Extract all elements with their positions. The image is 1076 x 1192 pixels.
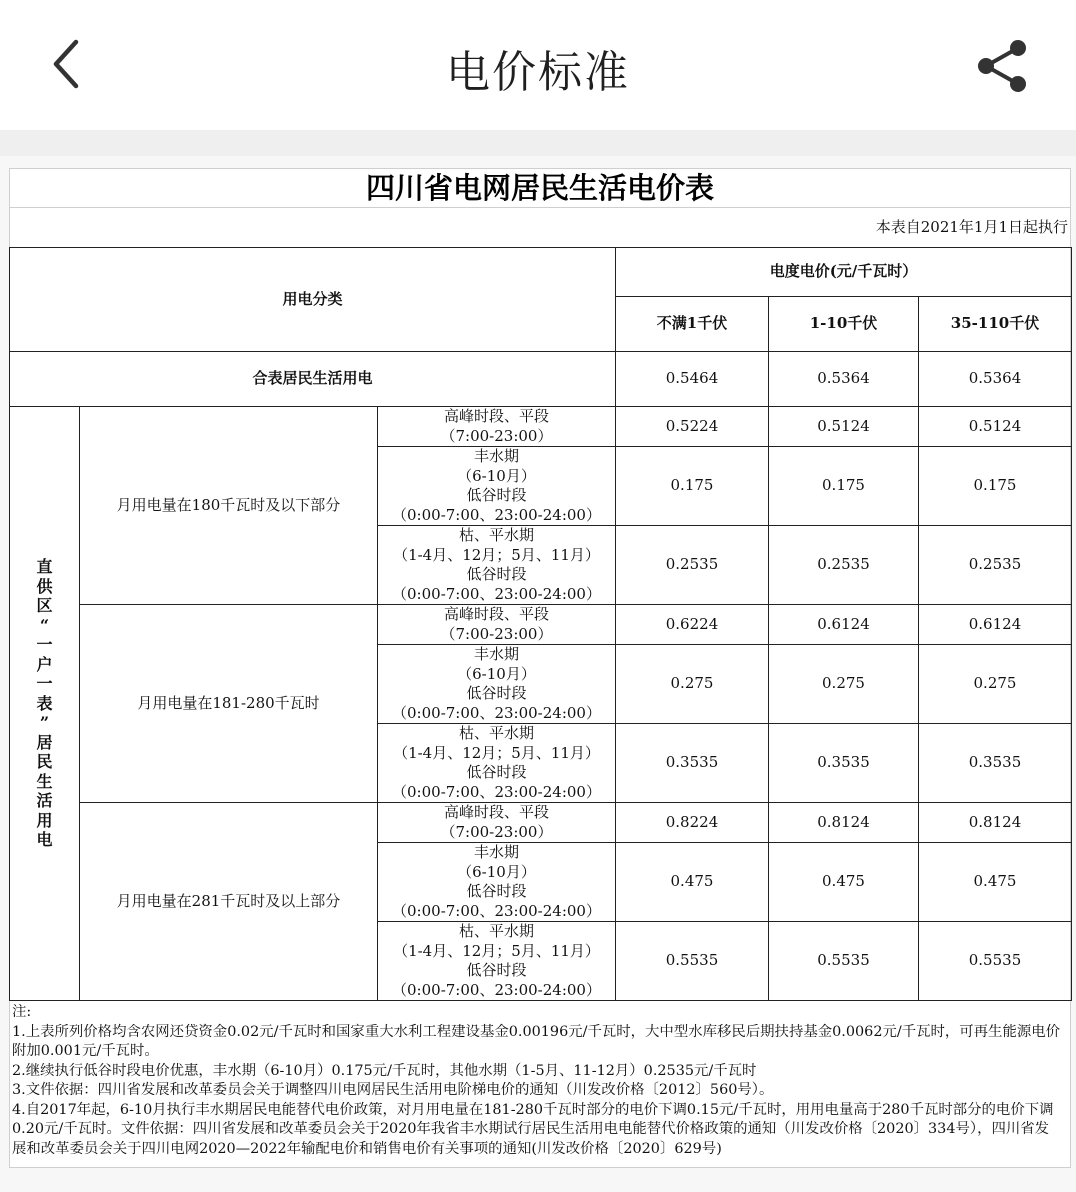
period-line: 低谷时段 — [466, 486, 527, 504]
price-cell: 0.5364 — [919, 352, 1072, 407]
period-line: （6-10月） — [457, 862, 536, 881]
direct-supply-char: 民 — [36, 752, 53, 772]
period-line: 枯、平水期 — [458, 526, 534, 544]
price-cell: 0.5535 — [616, 922, 769, 1001]
period-cell — [378, 645, 616, 724]
price-cell: 0.5535 — [919, 922, 1072, 1001]
period-line: 高峰时段、平段 — [443, 407, 549, 425]
page-title: 电价标准 — [446, 47, 630, 98]
price-cell: 0.8124 — [919, 803, 1072, 843]
tier-label: 月用电量在181-280千瓦时 — [80, 605, 378, 803]
direct-supply-label — [10, 407, 80, 1001]
direct-supply-char: 表 — [36, 693, 53, 713]
header-divider — [0, 130, 1076, 156]
price-cell: 0.6124 — [919, 605, 1072, 645]
price-cell: 0.5464 — [616, 352, 769, 407]
period-line: （7:00-23:00） — [440, 624, 553, 643]
note-line: 4.自2017年起，6-10月执行丰水期居民电能替代电价政策，对月用电量在181-280千瓦时部分的电价下调0.15元/千瓦时，用用电量高于280千瓦时部分的电价下调0.20元/千瓦时。文件依据：四川省发展和改革委员会关于2020年我省丰水期试行居民生活用电电能替代价格政策的通知（川发改价格〔2020〕334号），四川省发展和改革委员会关于四川电网2020—2022年输配电价和销售电价有关事项的通知(川发改价格〔2020〕629号) — [12, 1101, 1054, 1157]
price-cell: 0.175 — [919, 447, 1072, 526]
direct-supply-char: 户 — [36, 654, 53, 674]
price-cell: 0.275 — [616, 645, 769, 724]
period-line: 低谷时段 — [466, 763, 527, 781]
period-line: （7:00-23:00） — [440, 426, 553, 445]
direct-supply-char: 一 — [36, 674, 53, 694]
direct-supply-char: 电 — [36, 830, 53, 850]
price-cell: 0.6124 — [769, 605, 919, 645]
period-cell — [378, 922, 616, 1001]
share-icon — [970, 36, 1034, 96]
direct-supply-char: “ — [39, 615, 50, 635]
price-cell: 0.2535 — [616, 526, 769, 605]
period-line: 丰水期 — [473, 843, 519, 861]
direct-supply-char: 区 — [36, 596, 53, 616]
price-cell: 0.2535 — [769, 526, 919, 605]
price-table — [9, 247, 1072, 1001]
price-cell: 0.275 — [769, 645, 919, 724]
direct-supply-char: 用 — [36, 810, 53, 830]
header-category: 用电分类 — [10, 248, 616, 352]
effective-date: 本表自2021年1月1日起执行 — [875, 218, 1068, 236]
price-cell: 0.475 — [919, 843, 1072, 922]
price-cell: 0.275 — [919, 645, 1072, 724]
period-line: （7:00-23:00） — [440, 822, 553, 841]
direct-supply-char: 生 — [36, 771, 53, 791]
voltage-level: 不满1千伏 — [616, 297, 769, 352]
document-title: 四川省电网居民生活电价表 — [365, 171, 714, 205]
price-cell: 0.475 — [616, 843, 769, 922]
note-line: 2.继续执行低谷时段电价优惠，丰水期（6-10月）0.175元/千瓦时，其他水期（1-5月、11-12月）0.2535元/千瓦时 — [12, 1062, 757, 1079]
price-cell: 0.8124 — [769, 803, 919, 843]
price-cell: 0.175 — [769, 447, 919, 526]
period-line: （0:00-7:00、23:00-24:00） — [392, 703, 601, 722]
period-line: （0:00-7:00、23:00-24:00） — [392, 901, 601, 920]
price-cell: 0.5224 — [616, 407, 769, 447]
direct-supply-char: 活 — [36, 791, 53, 811]
period-line: 丰水期 — [473, 645, 519, 663]
period-line: 低谷时段 — [466, 882, 527, 900]
period-line: （0:00-7:00、23:00-24:00） — [392, 584, 601, 603]
app-header — [0, 0, 1076, 130]
period-line: （1-4月、12月；5月、11月） — [393, 545, 600, 564]
direct-supply-char: 一 — [36, 635, 53, 655]
period-line: 低谷时段 — [466, 565, 527, 583]
price-cell: 0.3535 — [919, 724, 1072, 803]
direct-supply-char: 居 — [36, 732, 53, 752]
period-line: 丰水期 — [473, 447, 519, 465]
period-line: （0:00-7:00、23:00-24:00） — [392, 980, 601, 999]
note-line: 1.上表所列价格均含农网还贷资金0.02元/千瓦时和国家重大水利工程建设基金0.00196元/千瓦时，大中型水库移民后期扶持基金0.0062元/千瓦时，可再生能源电价附加0.001元/千瓦时。 — [12, 1023, 1061, 1059]
period-line: 低谷时段 — [466, 684, 527, 702]
period-line: （6-10月） — [457, 664, 536, 683]
price-cell: 0.5124 — [769, 407, 919, 447]
direct-supply-char: ” — [39, 713, 50, 733]
note-line: 3.文件依据：四川省发展和改革委员会关于调整四川电网居民生活用电阶梯电价的通知（川发改价格〔2012〕560号）。 — [12, 1082, 774, 1098]
direct-supply-char: 直 — [36, 557, 53, 577]
voltage-level: 1-10千伏 — [769, 297, 919, 352]
voltage-level: 35-110千伏 — [919, 297, 1072, 352]
period-line: 低谷时段 — [466, 961, 527, 979]
period-cell — [378, 407, 616, 447]
notes — [12, 1003, 1062, 1159]
price-cell: 0.175 — [616, 447, 769, 526]
period-line: 高峰时段、平段 — [443, 605, 549, 623]
tier-label: 月用电量在281千瓦时及以上部分 — [80, 803, 378, 1001]
period-cell — [378, 803, 616, 843]
price-cell: 0.5124 — [919, 407, 1072, 447]
period-line: 高峰时段、平段 — [443, 803, 549, 821]
price-cell: 0.6224 — [616, 605, 769, 645]
period-cell — [378, 605, 616, 645]
period-cell — [378, 843, 616, 922]
price-cell: 0.475 — [769, 843, 919, 922]
price-cell: 0.3535 — [616, 724, 769, 803]
period-line: （0:00-7:00、23:00-24:00） — [392, 782, 601, 801]
price-cell: 0.5364 — [769, 352, 919, 407]
period-line: （0:00-7:00、23:00-24:00） — [392, 505, 601, 524]
period-line: （6-10月） — [457, 466, 536, 485]
period-line: （1-4月、12月；5月、11月） — [393, 743, 600, 762]
price-cell: 0.8224 — [616, 803, 769, 843]
period-cell — [378, 526, 616, 605]
period-line: 枯、平水期 — [458, 724, 534, 742]
note-line: 注: — [12, 1004, 32, 1020]
title-divider — [9, 207, 1071, 208]
period-cell — [378, 447, 616, 526]
header-price: 电度电价(元/千瓦时） — [616, 248, 1072, 297]
direct-supply-char: 供 — [36, 576, 53, 596]
combined-label: 合表居民生活用电 — [10, 352, 616, 407]
period-line: （1-4月、12月；5月、11月） — [393, 941, 600, 960]
share-button[interactable] — [970, 36, 1034, 96]
period-cell — [378, 724, 616, 803]
tier-label: 月用电量在180千瓦时及以下部分 — [80, 407, 378, 605]
price-cell: 0.2535 — [919, 526, 1072, 605]
price-cell: 0.5535 — [769, 922, 919, 1001]
period-line: 枯、平水期 — [458, 922, 534, 940]
price-cell: 0.3535 — [769, 724, 919, 803]
